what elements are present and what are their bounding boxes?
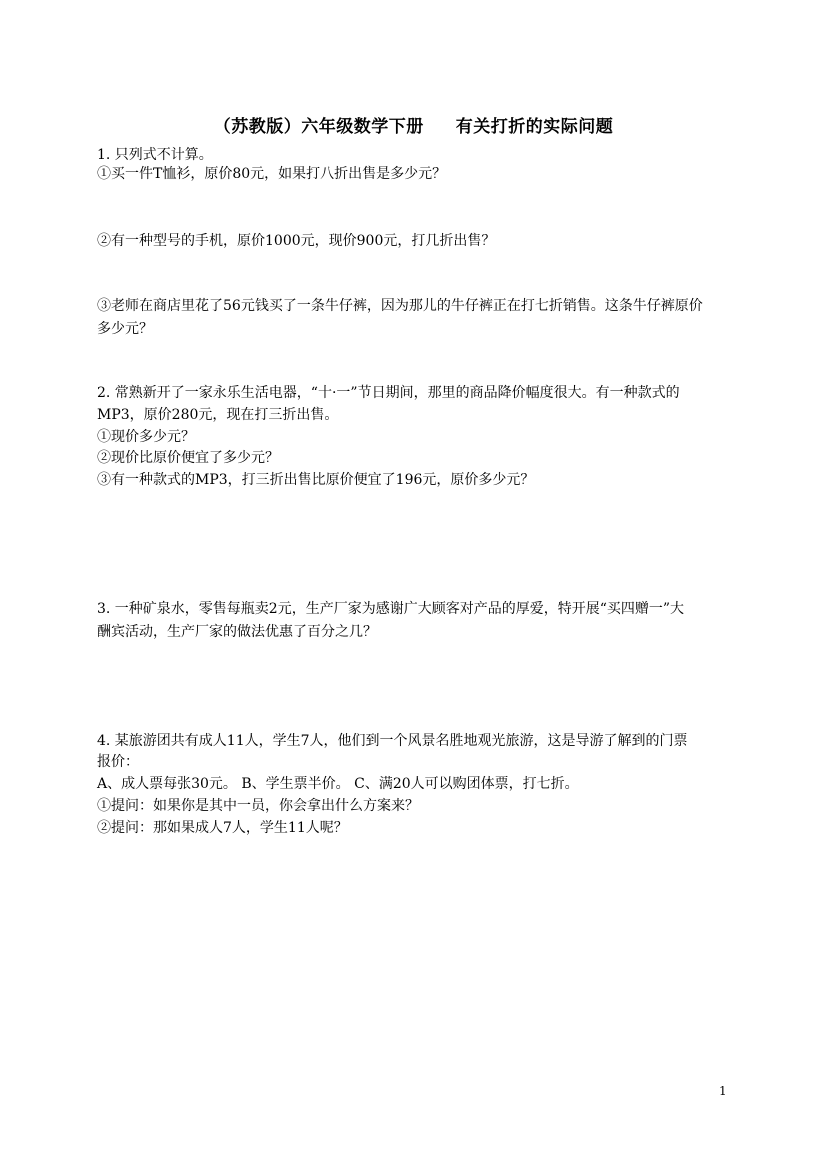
q2-item-a: ①现价多少元？ [97, 429, 195, 445]
q1-item-c-line2: 多少元？ [97, 321, 153, 337]
document-title: （苏教版）六年级数学下册 有关打折的实际问题 [213, 117, 614, 137]
q1-item-c-line1: ③老师在商店里花了56元钱买了一条牛仔裤，因为那儿的牛仔裤正在打七折销售。这条牛仔裤原价 [97, 298, 703, 314]
q4-options: A、成人票每张30元。 B、学生票半价。 C、满20人可以购团体票，打七折。 [97, 776, 579, 792]
q1-heading: 1. 只列式不计算。 [97, 147, 213, 163]
q1-item-a: ①买一件T恤衫，原价80元，如果打八折出售是多少元？ [97, 166, 447, 182]
q4-line1: 4. 某旅游团共有成人11人，学生7人，他们到一个风景名胜地观光旅游，这是导游了解到的门票 [97, 733, 688, 749]
q2-item-c: ③有一种款式的MP3，打三折出售比原价便宜了196元，原价多少元？ [97, 472, 535, 488]
q3-line1: 3. 一种矿泉水，零售每瓶卖2元，生产厂家为感谢广大顾客对产品的厚爱，特开展“买四赠一”大 [97, 601, 685, 617]
q2-line2: MP3，原价280元，现在打三折出售。 [97, 407, 339, 423]
q3-line2: 酬宾活动，生产厂家的做法优惠了百分之几？ [97, 624, 377, 640]
q2-line1: 2. 常熟新开了一家永乐生活电器，“十·一”节日期间，那里的商品降价幅度很大。有一种款式的 [97, 385, 680, 401]
q4-item-a: ①提问：如果你是其中一员，你会拿出什么方案来？ [97, 798, 419, 814]
page-number: 1 [719, 1084, 727, 1098]
q4-line2: 报价： [97, 754, 139, 770]
q4-item-b: ②提问：那如果成人7人，学生11人呢？ [97, 820, 348, 836]
q2-item-b: ②现价比原价便宜了多少元？ [97, 450, 279, 466]
q1-item-b: ②有一种型号的手机，原价1000元，现价900元，打几折出售？ [97, 233, 496, 249]
